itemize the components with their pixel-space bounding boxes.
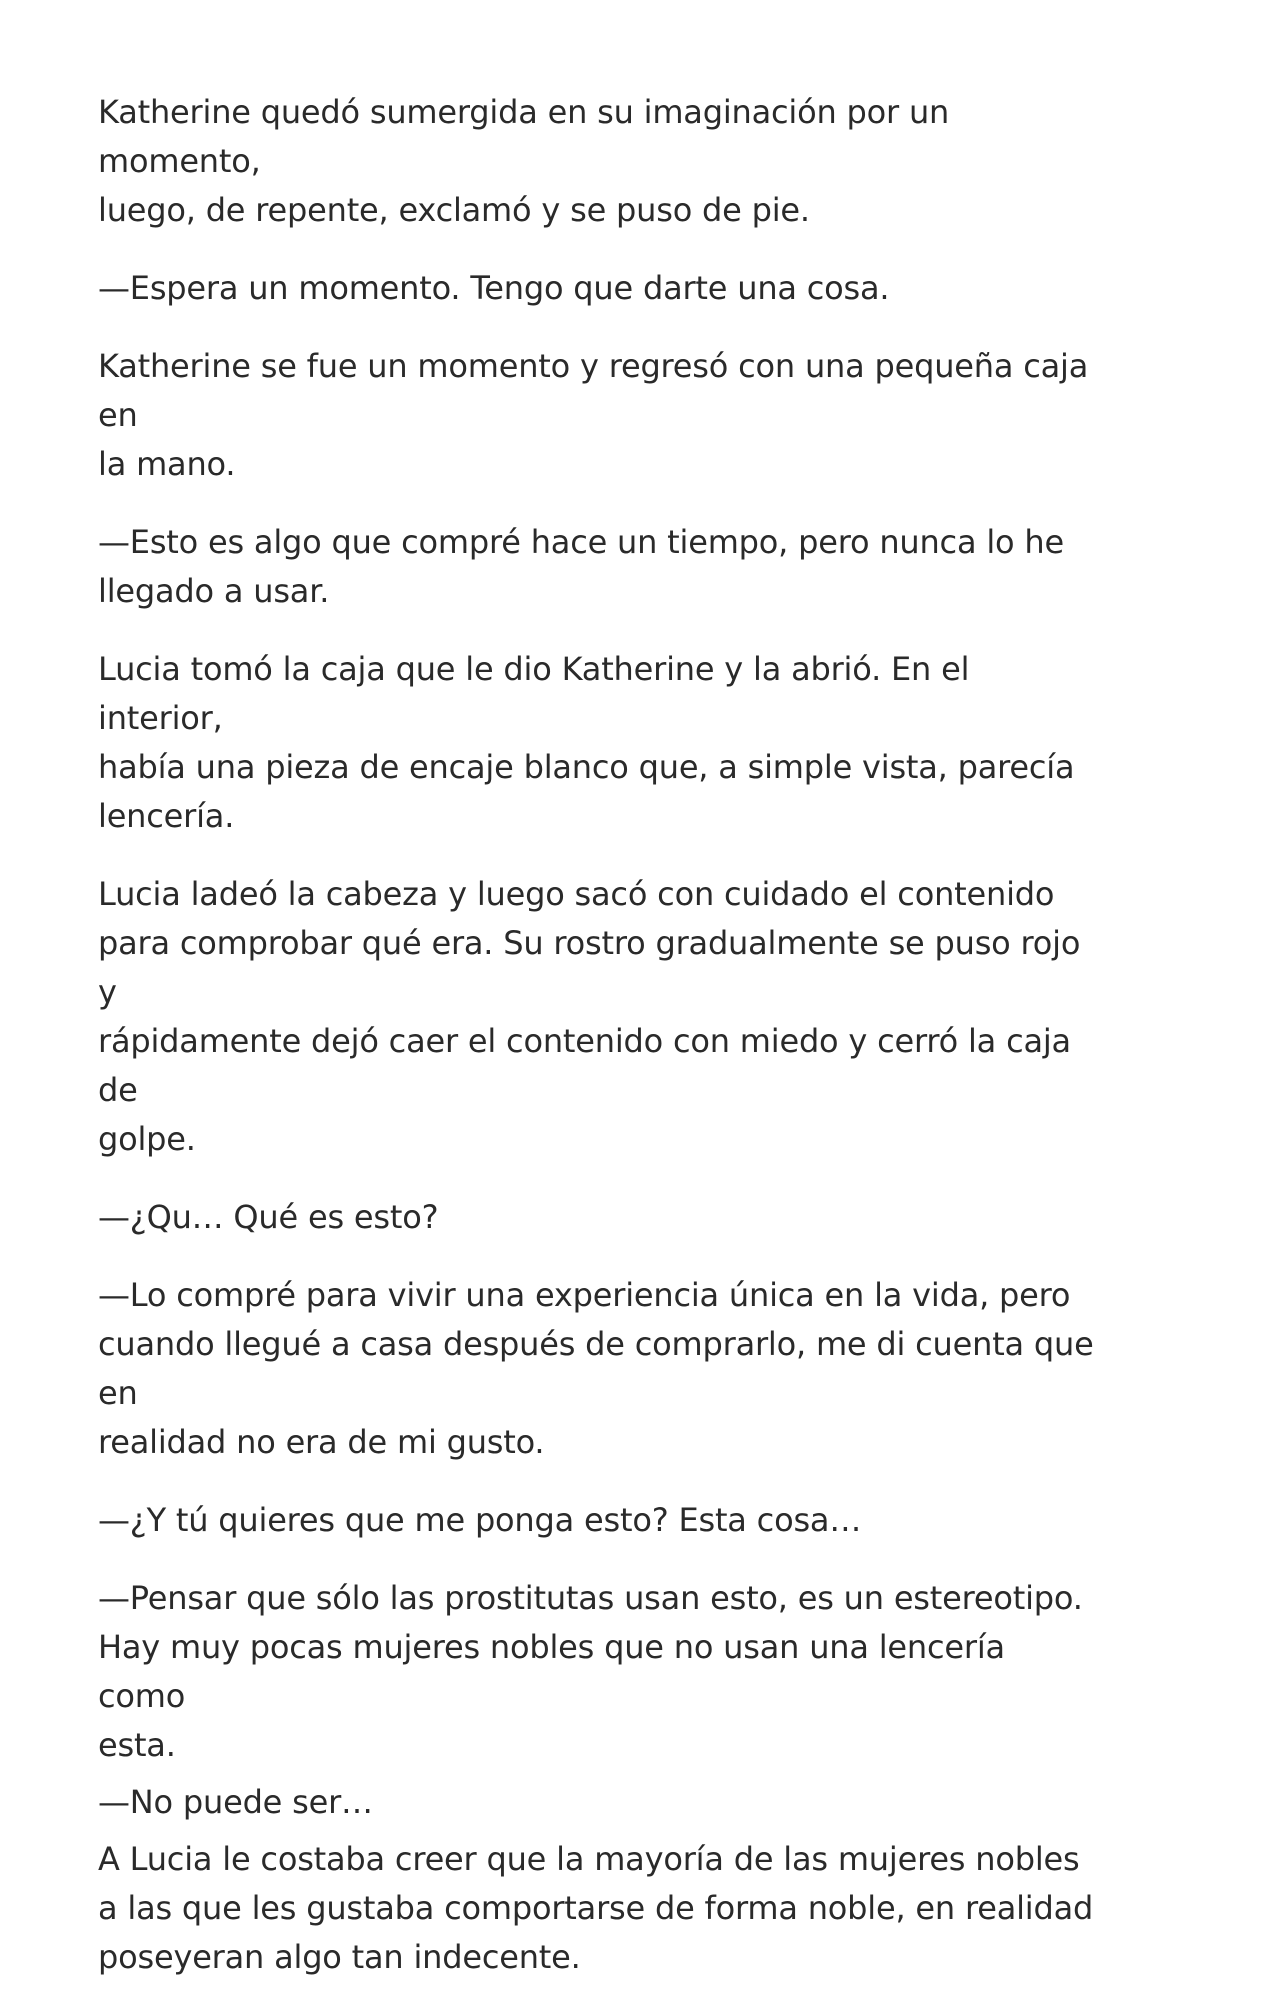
paragraph: —Espera un momento. Tengo que darte una cosa. — [98, 269, 890, 307]
paragraph: —Esto es algo que compré hace un tiempo, pero nunca lo he llegado a usar. — [98, 523, 1064, 610]
paragraph: A Lucia le costaba creer que la mayoría de las mujeres nobles a las que les gustaba comportarse de forma noble, en realidad poseyeran algo tan indecente. — [98, 1840, 1094, 1976]
paragraph: Katherine se fue un momento y regresó con una pequeña caja en la mano. — [98, 347, 1089, 483]
paragraph: Katherine quedó sumergida en su imaginación por un momento, luego, de repente, exclamó y se puso de pie. — [98, 93, 950, 229]
paragraph: —Lo compré para vivir una experiencia única en la vida, pero cuando llegué a casa después de comprarlo, me di cuenta que en realidad no era de mi gusto. — [98, 1276, 1094, 1461]
paragraph: —Pensar que sólo las prostitutas usan esto, es un estereotipo. Hay muy pocas mujeres nobles que no usan una lencería como esta. — [98, 1579, 1083, 1764]
story-text — [98, 88, 1098, 2011]
paragraph: —¿Qu… Qué es esto? — [98, 1198, 439, 1236]
paragraph: —¿Y tú quieres que me ponga esto? Esta cosa… — [98, 1501, 862, 1539]
paragraph: Lucia ladeó la cabeza y luego sacó con cuidado el contenido para comprobar qué era. Su rostro gradualmente se puso rojo y rápidamente dejó caer el contenido con miedo y cerró la caja de golpe. — [98, 875, 1081, 1158]
paragraph: Lucia tomó la caja que le dio Katherine y la abrió. En el interior, había una pieza de encaje blanco que, a simple vista, parecía lencería. — [98, 650, 1075, 835]
paragraph: —No puede ser… — [98, 1783, 373, 1821]
